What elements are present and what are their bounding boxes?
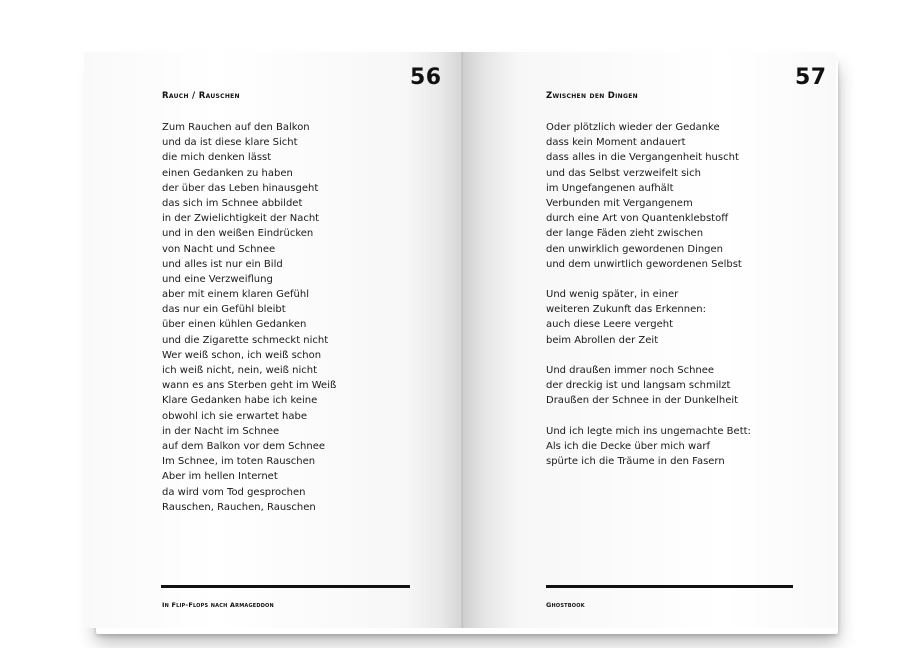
footer-rule-left xyxy=(161,585,410,588)
poem-line: von Nacht und Schnee xyxy=(162,243,276,255)
poem-line: und eine Verzweiflung xyxy=(162,273,273,285)
poem-line: Und wenig später, in einer xyxy=(546,289,679,301)
poem-line: und in den weißen Eindrücken xyxy=(162,228,314,240)
poem-line: und das Selbst verzweifelt sich xyxy=(546,167,701,179)
poem-line: weiteren Zukunft das Erkennen: xyxy=(546,304,706,316)
poem-line: auf dem Balkon vor dem Schnee xyxy=(162,440,325,452)
poem-line: Verbunden mit Vergangenem xyxy=(546,197,693,209)
poem-line: einen Gedanken zu haben xyxy=(162,167,293,179)
poem-line: im Ungefangenen aufhält xyxy=(546,182,674,194)
poem-line: Als ich die Decke über mich warf xyxy=(546,440,710,452)
poem-line: Im Schnee, im toten Rauschen xyxy=(162,456,316,468)
left-page xyxy=(84,52,463,628)
right-page xyxy=(463,52,836,628)
poem-line: in der Nacht im Schnee xyxy=(162,425,280,437)
poem-line: wann es ans Sterben geht im Weiß xyxy=(162,380,337,392)
poem-line: das nur ein Gefühl bleibt xyxy=(162,304,286,316)
poem-line: dass alles in die Vergangenheit huscht xyxy=(546,152,739,164)
poem-line: beim Abrollen der Zeit xyxy=(546,334,659,346)
footer-book-title-left: In Flip-Flops nach Armageddon xyxy=(162,601,274,609)
poem-left xyxy=(162,120,336,515)
poem-line: in der Zwielichtigkeit der Nacht xyxy=(162,213,320,225)
poem-title-right: Zwischen den Dingen xyxy=(546,91,638,101)
poem-line: Wer weiß schon, ich weiß schon xyxy=(162,349,322,361)
page-number-left: 56 xyxy=(410,65,442,90)
poem-line: und dem unwirtlich gewordenen Selbst xyxy=(546,258,742,270)
poem-line: der lange Fäden zieht zwischen xyxy=(546,228,704,240)
poem-line: ich weiß nicht, nein, weiß nicht xyxy=(162,365,318,376)
poem-line: der über das Leben hinausgeht xyxy=(162,182,319,194)
poem-right xyxy=(546,120,751,469)
poem-line: den unwirklich gewordenen Dingen xyxy=(546,243,724,255)
poem-line: und alles ist nur ein Bild xyxy=(162,258,283,270)
footer-rule-right xyxy=(546,585,793,588)
poem-line: Draußen der Schnee in der Dunkelheit xyxy=(546,395,739,407)
poem-line: auch diese Leere vergeht xyxy=(546,319,673,331)
poem-line: über einen kühlen Gedanken xyxy=(162,319,307,331)
poem-line: die mich denken lässt xyxy=(162,152,272,164)
poem-line: das sich im Schnee abbildet xyxy=(162,197,303,209)
poem-line: Aber im hellen Internet xyxy=(162,471,278,483)
poem-line: Und draußen immer noch Schnee xyxy=(546,365,715,376)
poem-line: aber mit einem klaren Gefühl xyxy=(162,289,310,301)
poem-line: da wird vom Tod gesprochen xyxy=(162,486,306,498)
poem-line: durch eine Art von Quantenklebstoff xyxy=(546,213,729,225)
poem-line: spürte ich die Träume in den Fasern xyxy=(546,456,725,468)
page-number-right: 57 xyxy=(795,65,827,90)
poem-title-left: Rauch / Rauschen xyxy=(162,91,240,101)
footer-book-title-right: Ghostbook xyxy=(546,601,585,609)
poem-line: Klare Gedanken habe ich keine xyxy=(162,395,318,407)
poem-line: und die Zigarette schmeckt nicht xyxy=(162,334,329,346)
poem-line: Oder plötzlich wieder der Gedanke xyxy=(546,122,720,133)
poem-line: Rauschen, Rauchen, Rauschen xyxy=(162,501,316,513)
poem-line: der dreckig ist und langsam schmilzt xyxy=(546,380,731,392)
poem-line: Und ich legte mich ins ungemachte Bett: xyxy=(546,425,751,437)
poem-line: obwohl ich sie erwartet habe xyxy=(162,410,307,422)
poem-line: dass kein Moment andauert xyxy=(546,137,686,149)
poem-line: Zum Rauchen auf den Balkon xyxy=(162,122,310,133)
poem-line: und da ist diese klare Sicht xyxy=(162,137,298,149)
